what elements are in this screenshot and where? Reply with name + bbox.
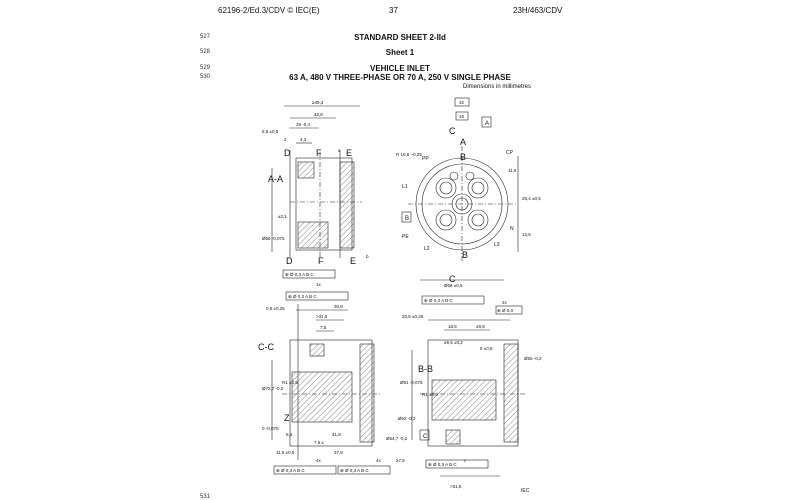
dim-text: Ø56 -0,075 [262,236,285,241]
dim-text: 6,5 ±0,5 [262,129,279,134]
dim-text: ≥9,5 ±0,2 [444,340,463,345]
dim-text: 5 ±0,8 [480,346,493,351]
multiplier-text: 2x [502,300,507,305]
multiplier-text: 4x [316,458,321,463]
dim-text: R1 ±0,5 [422,392,438,397]
section-letter-d-bottom: D [286,256,293,266]
dim-text: ≥49,3 [312,100,324,105]
front-pin-pp [450,172,458,180]
front-pin-cp [466,172,474,180]
front-contact-tl [436,178,456,198]
section-letter-b: B [460,152,467,162]
dim-text: 32 [459,100,465,105]
dim-text: 0,5 ±0,25 [266,306,285,311]
tolerance-text: ⊕ Ø 0,3 A B C [428,462,457,467]
dim-text: 13,5 [522,232,531,237]
line-number: 529 [200,65,211,71]
dim-text: 4,3 [300,137,307,142]
note-letter: b [366,254,369,259]
dim-text: 30,8 [334,304,343,309]
dim-text: Ø72,7 -0,2 [262,386,284,391]
pin-label-pe: PE [402,234,409,240]
dim-text: ≥7,5 [396,458,405,463]
aa-hatch-right [340,162,354,248]
dim-text: 41,8 [332,432,341,437]
dimensions-note: Dimensions in millimetres [462,84,531,90]
tolerance-text: ⊕ Ø 0,3 A B C [288,294,317,299]
pin-label-n: N [510,226,514,232]
line-number: 527 [200,34,211,40]
datum-b-text: B [405,216,410,222]
cc-hatch-right [360,344,374,442]
tolerance-text: ⊕ Ø 0,3 [497,308,514,313]
section-letter-e: E [346,148,353,158]
bb-hatch-right [504,344,518,442]
section-letter-f: F [316,148,322,158]
dim-text: 0 -0,075 [262,426,279,431]
multiplier-text: 4x [376,458,381,463]
line-number: 530 [200,74,211,80]
sheet-title: Sheet 1 [385,48,415,57]
multiplier-text: 1x [316,282,321,287]
standard-sheet-title: STANDARD SHEET 2-IId [354,33,446,42]
front-contact-br [468,210,488,230]
dim-text: 37,8 [334,450,343,455]
product-title: VEHICLE INLET [369,64,430,73]
front-contact-bl [436,210,456,230]
pin-label-pp: PP [422,156,429,162]
dim-text: Ø64,7 -0,2 [386,436,408,441]
dim-text: 7,5 [320,325,327,330]
section-letter-a: A [460,137,467,147]
front-contact-tr [468,178,488,198]
datum-c-text: C [423,434,428,440]
iec-credit: IEC [521,488,530,494]
dim-text: 18,5 [448,324,457,329]
section-letter-f-bottom: F [318,256,324,266]
section-letter-d: D [284,148,291,158]
section-letter-c-bottom: C [449,274,456,284]
section-label-bb: B-B [418,364,434,374]
page-number: 37 [389,6,398,15]
section-letter-c: C [449,126,456,136]
dim-text: Ø66 ±0,5 [444,283,463,288]
section-letter-z: Z [284,413,290,423]
dim-text: 28,8 [476,324,485,329]
cc-hatch-center [292,372,352,422]
cc-hatch-top [310,344,324,356]
note-letter: a [338,148,341,153]
bb-hatch-pin [446,430,460,444]
aa-hatch-top [298,162,314,178]
front-pin-tr [472,182,484,194]
pin-label-l1: L1 [402,184,408,190]
dim-text: 42,8 [314,112,323,117]
dim-text: 25,4 ±0,5 [522,196,541,201]
note-letter: c [464,458,467,463]
section-letter-e-bottom: E [350,256,357,266]
section-letter-b-bottom: B [462,250,469,260]
dim-text: Ø55 -0,2 [524,356,542,361]
dim-text: 20,5 ±0,25 [402,314,424,319]
tolerance-text: ⊕ Ø 0,3 A B C [424,298,453,303]
dim-text: 11,5 [508,168,517,173]
line-number: 528 [200,49,211,55]
pin-label-l3: L3 [494,242,500,248]
header-left: 62196-2/Ed.3/CDV © IEC(E) [218,6,320,15]
dim-text: 28 -0,4 [296,122,311,127]
pin-label-l2: L2 [424,246,430,252]
front-pin-bl [440,214,452,226]
dim-text: 16 [459,114,465,119]
tolerance-text: ⊕ Ø 0,3 A B C [285,272,314,277]
dim-text: R1 ±0,5 [282,380,298,385]
rating-title: 63 A, 480 V THREE-PHASE OR 70 A, 250 V SINGLE PHASE [289,73,511,82]
dim-text: ±2,1 [278,214,287,219]
header-right: 23H/463/CDV [513,6,563,15]
line-number: 531 [200,494,211,500]
dim-text: Ø91 -0,075 [400,380,423,385]
dim-text: 5,5 [286,432,293,437]
tolerance-text: ⊕ Ø 0,3 A B C [340,468,369,473]
section-label-aa: A-A [268,174,284,184]
section-label-cc: C-C [258,342,274,352]
pin-label-cp: CP [506,150,513,156]
aa-hatch-bottom [298,222,328,248]
dim-text: 2 [284,137,287,142]
dim-text: R 16,6 −0,25 [396,152,422,157]
dim-text: >31,5 [316,314,328,319]
datum-a-text: A [485,121,490,127]
dim-text: 7,5 ± [314,440,324,445]
dim-text: Ø62 -0,2 [398,416,416,421]
bb-hatch-center [432,380,496,420]
dim-text: 11,5 ±0,5 [276,450,295,455]
tolerance-text: ⊕ Ø 0,3 A B C [276,468,305,473]
dim-text: >31,5 [450,484,462,489]
front-pin-br [472,214,484,226]
front-pin-tl [440,182,452,194]
